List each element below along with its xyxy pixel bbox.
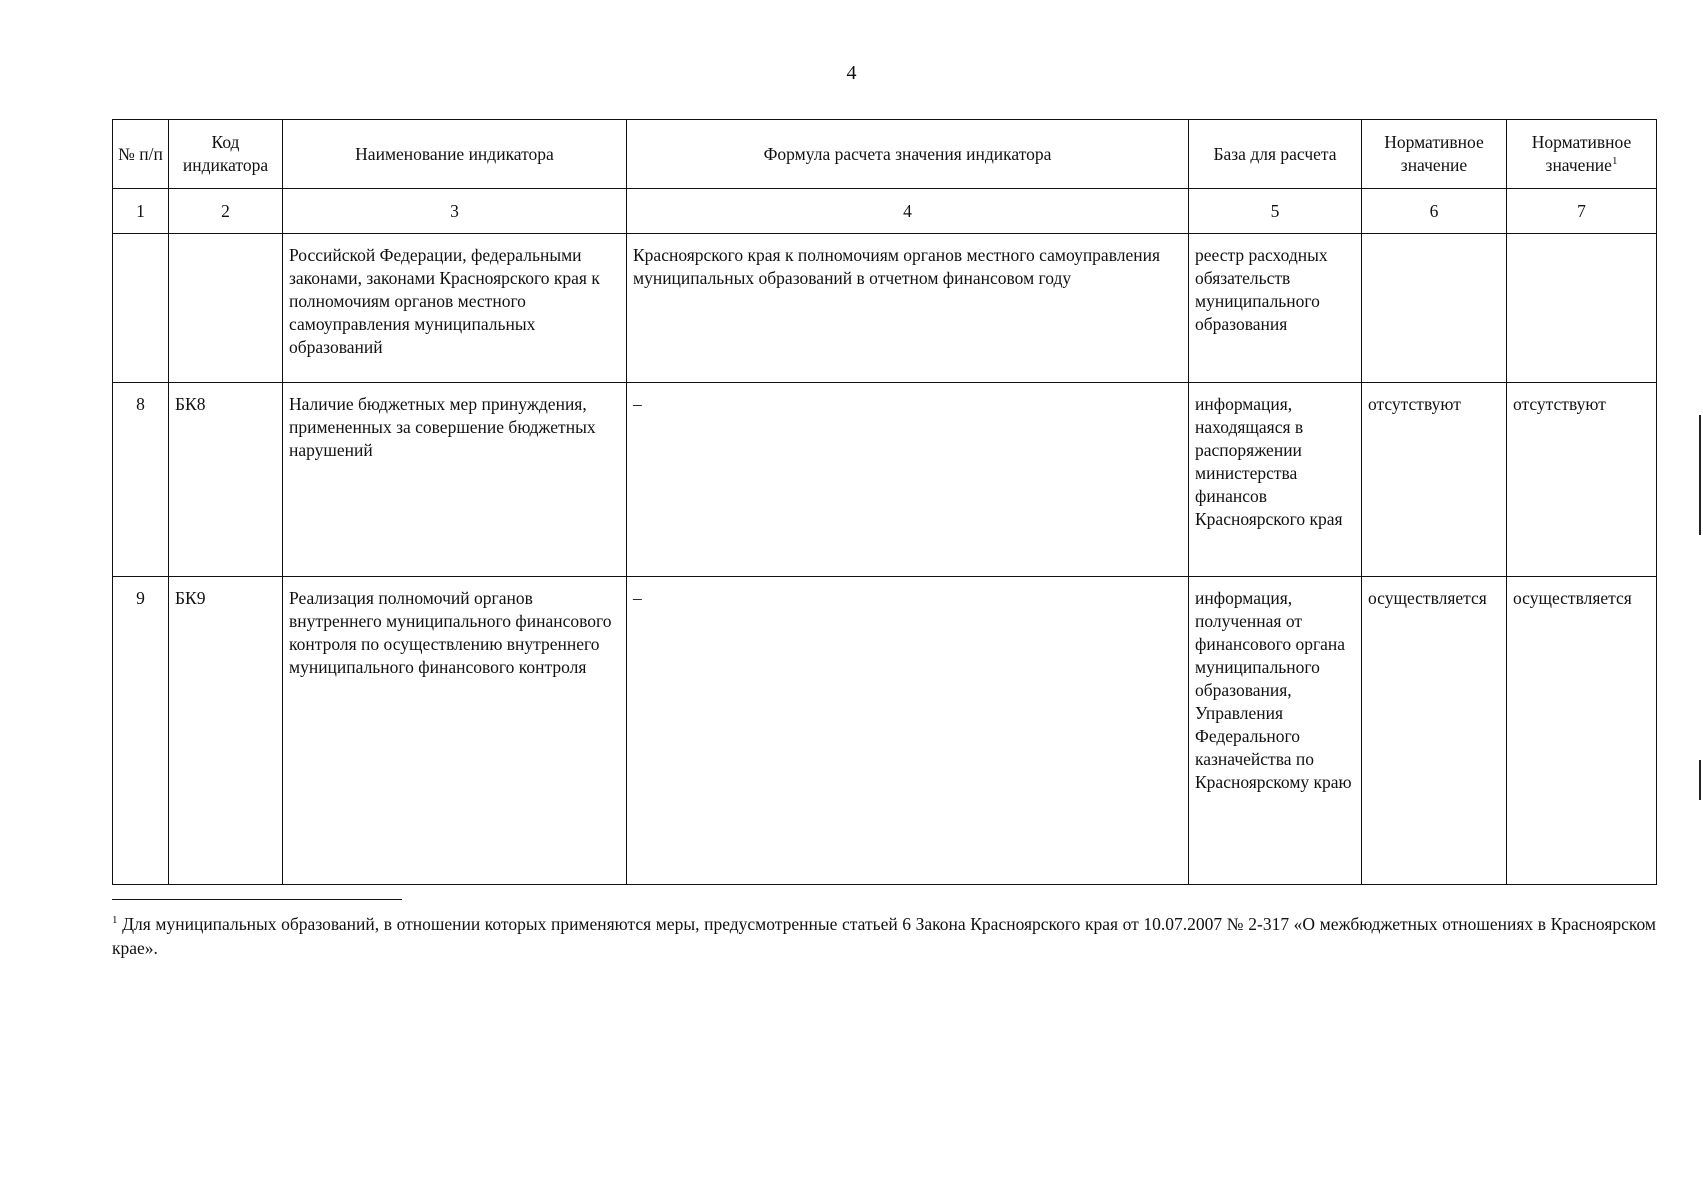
row-norm-1: отсутствуют (1362, 383, 1507, 577)
column-number: 1 (113, 189, 169, 234)
header-num: № п/п (113, 120, 169, 189)
column-numbers-row (113, 189, 1657, 234)
row-name: Российской Федерации, федеральными законами, законами Красноярского края к полномочиям органов местного самоуправления муниципальных образований (283, 234, 627, 383)
row-formula: – (627, 577, 1189, 885)
header-name: Наименование индикатора (283, 120, 627, 189)
header-norm-1: Нормативное значение (1362, 120, 1507, 189)
table-row (113, 234, 1657, 383)
row-base: реестр расходных обязательств муниципального образования (1189, 234, 1362, 383)
footnote-text: Для муниципальных образований, в отношении которых применяются меры, предусмотренные статьей 6 Закона Красноярского края от 10.07.2007 № 2-317 «О межбюджетных отношениях в Красноярском крае». (112, 914, 1656, 958)
row-name: Наличие бюджетных мер принуждения, примененных за совершение бюджетных нарушений (283, 383, 627, 577)
row-num: 9 (113, 577, 169, 885)
row-base: информация, находящаяся в распоряжении министерства финансов Красноярского края (1189, 383, 1362, 577)
column-number: 6 (1362, 189, 1507, 234)
row-num: 8 (113, 383, 169, 577)
header-base: База для расчета (1189, 120, 1362, 189)
row-norm-2: осуществляется (1507, 577, 1657, 885)
row-code: БК9 (169, 577, 283, 885)
row-num (113, 234, 169, 383)
scan-margin-mark (1699, 760, 1701, 800)
row-norm-2 (1507, 234, 1657, 383)
row-code: БК8 (169, 383, 283, 577)
table-row (113, 383, 1657, 577)
column-number: 5 (1189, 189, 1362, 234)
column-number: 7 (1507, 189, 1657, 234)
header-code: Код индикатора (169, 120, 283, 189)
footnote-marker: 1 (112, 914, 118, 927)
indicators-table (112, 119, 1657, 885)
column-number: 3 (283, 189, 627, 234)
row-norm-2: отсутствуют (1507, 383, 1657, 577)
page-number: 4 (846, 62, 857, 84)
footnote-divider (112, 899, 402, 900)
column-number: 2 (169, 189, 283, 234)
header-formula: Формула расчета значения индикатора (627, 120, 1189, 189)
row-base: информация, полученная от финансового органа муниципального образования, Управления Федерального казначейства по Красноярскому краю (1189, 577, 1362, 885)
row-name: Реализация полномочий органов внутреннего муниципального финансового контроля по осуществлению внутреннего муниципального финансового контроля (283, 577, 627, 885)
column-number: 4 (627, 189, 1189, 234)
footnote-ref: 1 (1611, 155, 1618, 168)
table-row (113, 577, 1657, 885)
row-norm-1: осуществляется (1362, 577, 1507, 885)
scan-margin-mark (1699, 415, 1701, 535)
row-formula: Красноярского края к полномочиям органов местного самоуправления муниципальных образований в отчетном финансовом году (627, 234, 1189, 383)
row-formula: – (627, 383, 1189, 577)
row-code (169, 234, 283, 383)
header-norm-2 (1507, 120, 1657, 189)
table-header-row (113, 120, 1657, 189)
row-norm-1 (1362, 234, 1507, 383)
footnote (112, 912, 1656, 960)
header-norm-2-label: Нормативное значение (1531, 132, 1632, 175)
